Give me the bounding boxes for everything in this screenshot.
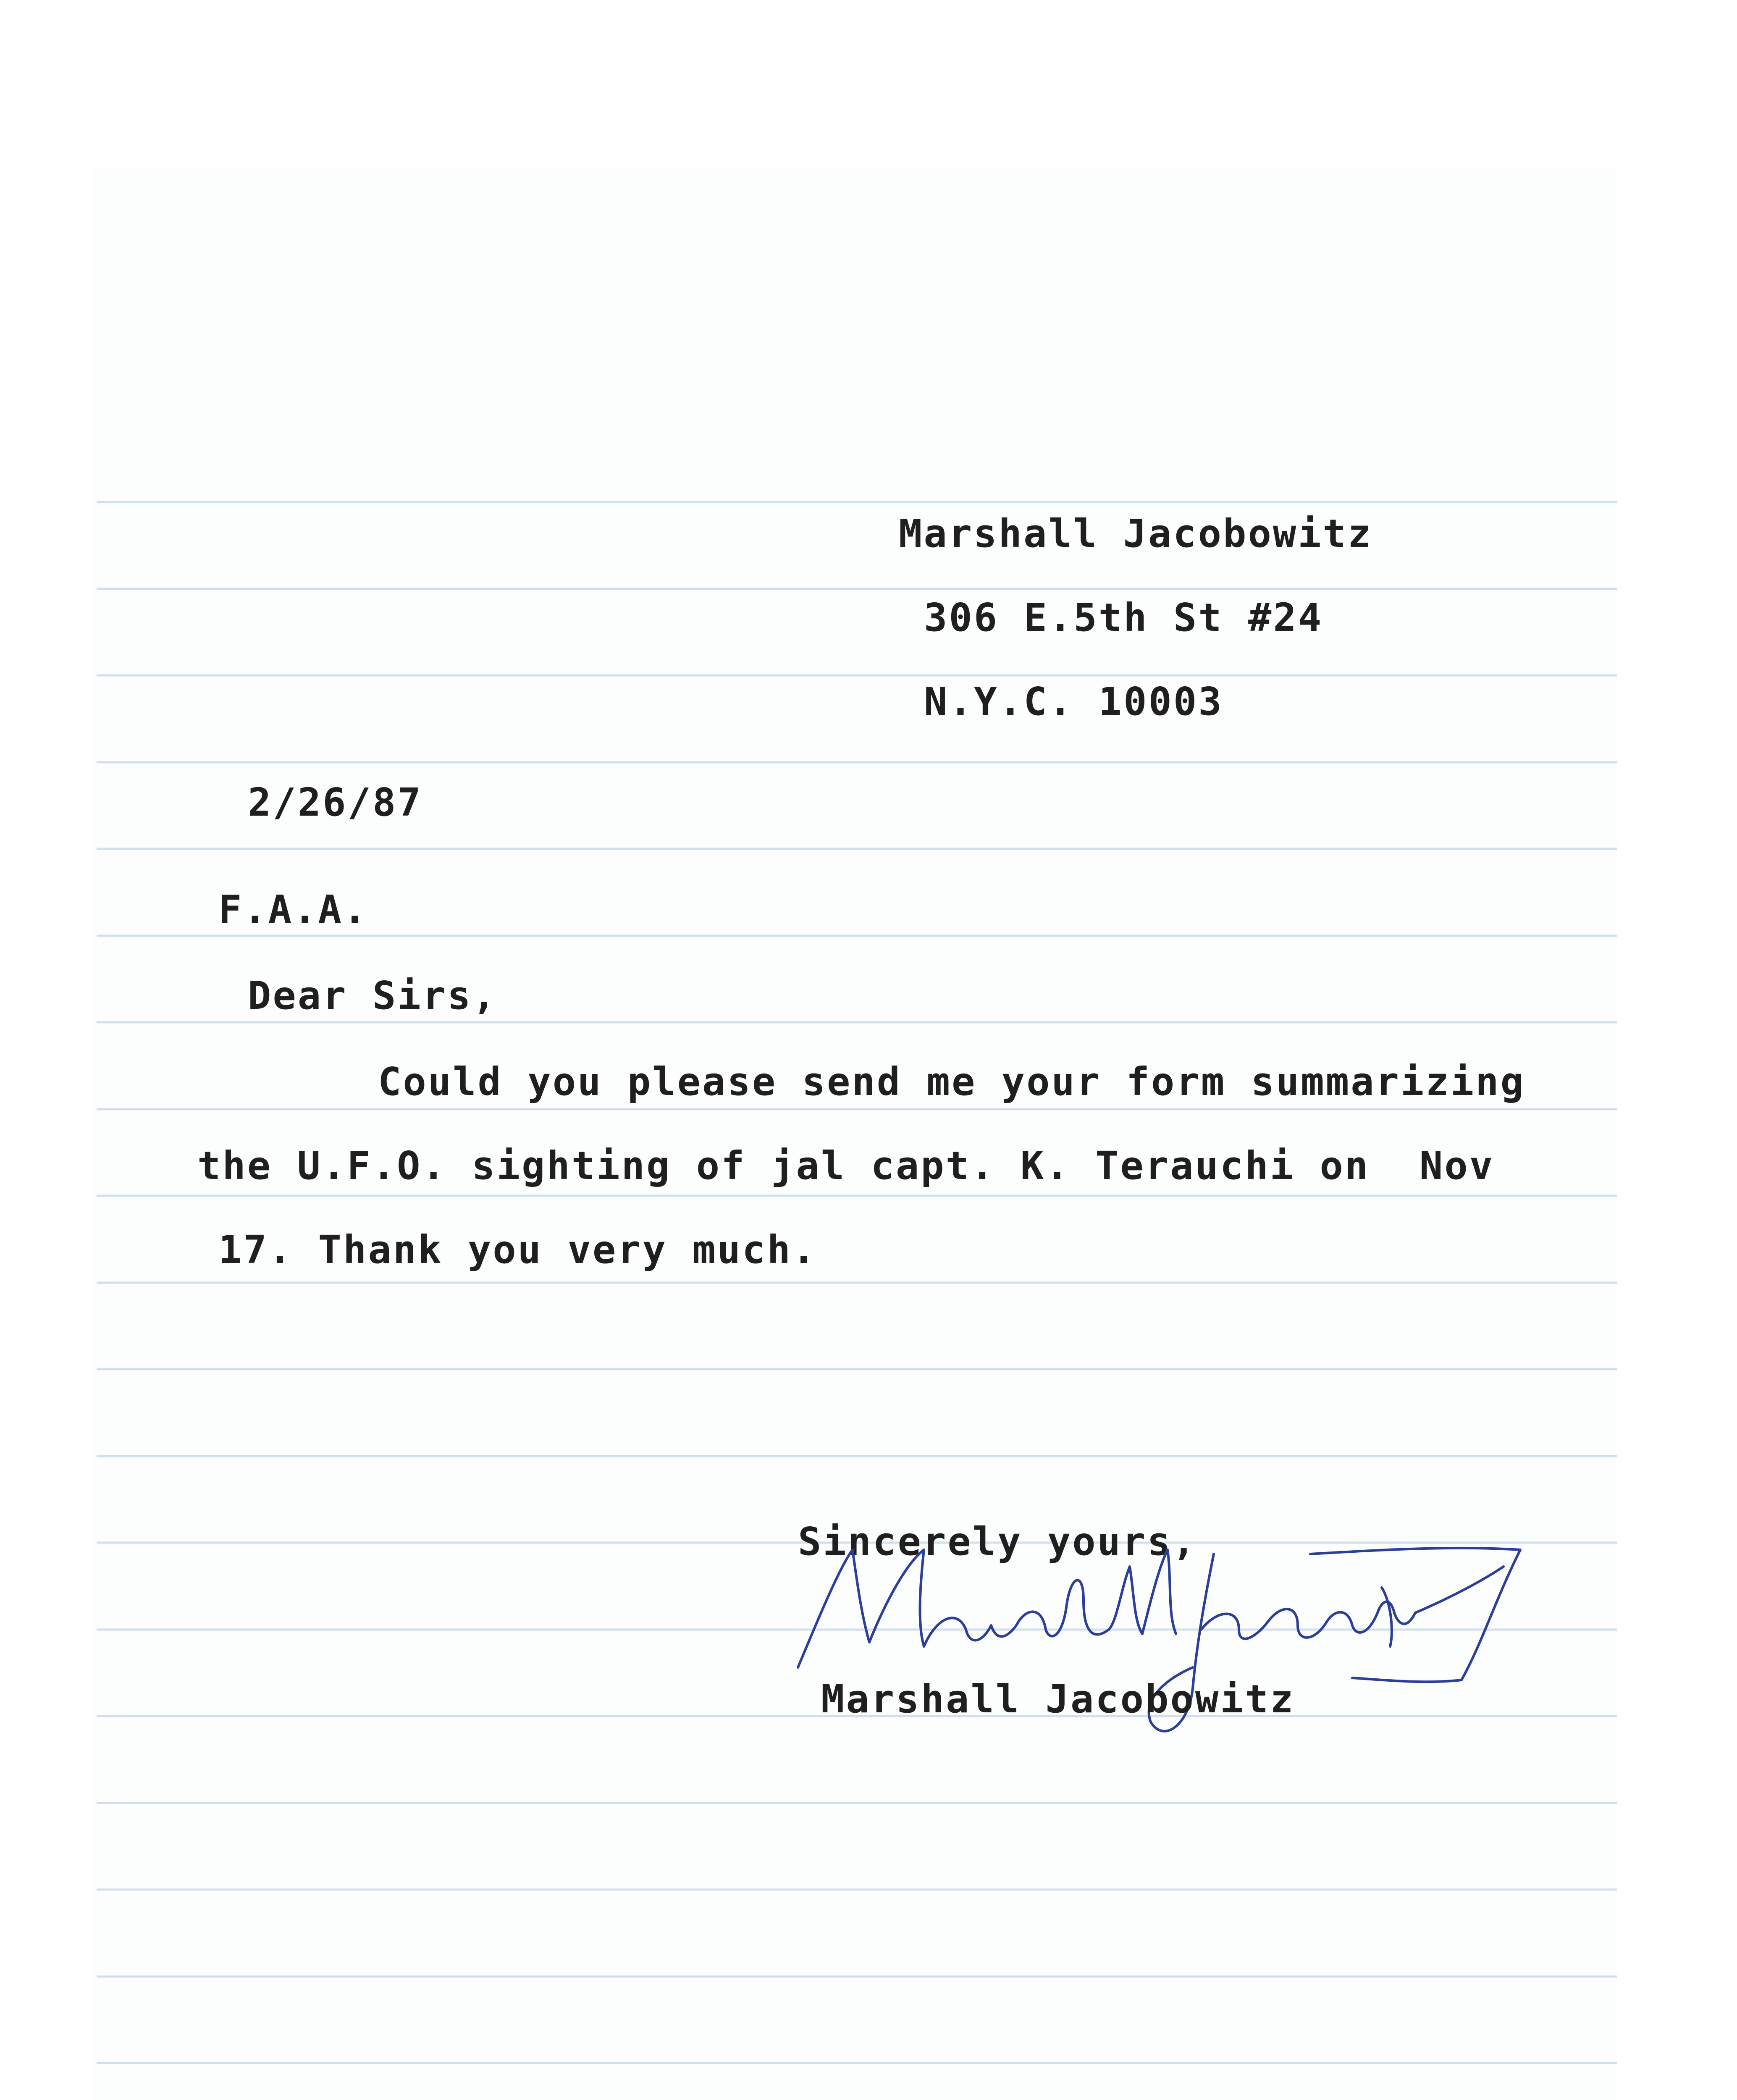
sender-street: 306 E.5th St #24 [924,595,1323,640]
sender-name: Marshall Jacobowitz [899,511,1373,556]
body-line: the U.F.O. sighting of jal capt. K. Terauchi on Nov [197,1143,1495,1188]
salutation: Dear Sirs, [248,973,497,1018]
recipient: F.A.A. [218,887,368,932]
letter-date: 2/26/87 [248,780,422,825]
sender-city: N.Y.C. 10003 [924,679,1223,724]
body-line: 17. Thank you very much. [218,1227,817,1272]
closing: Sincerely yours, [798,1519,1197,1564]
body-line: Could you please send me your form summarizing [378,1059,1525,1104]
typed-signature: Marshall Jacobowitz [821,1677,1295,1722]
